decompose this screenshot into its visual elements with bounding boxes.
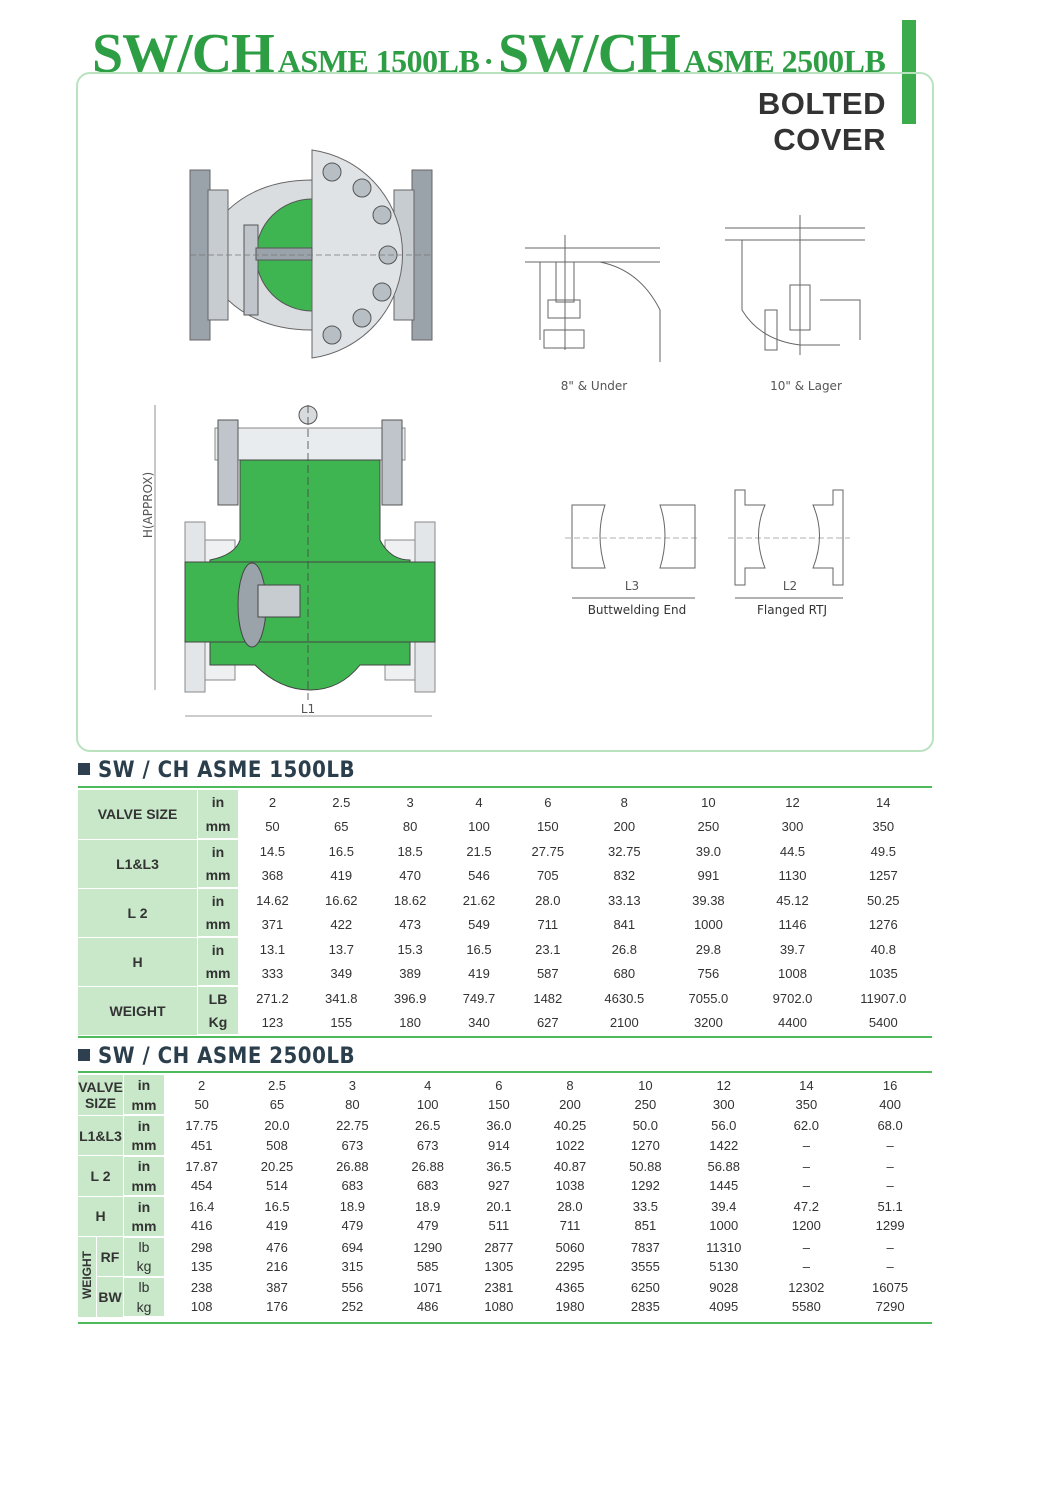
table-cell: 12302 bbox=[764, 1277, 848, 1297]
table-cell: 123 bbox=[238, 1011, 307, 1036]
table-cell: – bbox=[764, 1156, 848, 1176]
table-cell: 18.9 bbox=[390, 1196, 465, 1216]
table-cell: 45.12 bbox=[750, 888, 834, 913]
table-cell: 50 bbox=[164, 1095, 239, 1115]
table-cell: 705 bbox=[513, 864, 582, 889]
table-cell: 200 bbox=[532, 1095, 607, 1115]
row-group-label: L1&L3 bbox=[78, 839, 198, 888]
page-subtitle: BOLTED COVER bbox=[757, 86, 886, 157]
table-cell: 18.5 bbox=[376, 839, 445, 864]
table-cell: 2.5 bbox=[239, 1075, 314, 1095]
table-cell: 18.9 bbox=[315, 1196, 390, 1216]
table-cell: 400 bbox=[848, 1095, 932, 1115]
table-cell: 16.5 bbox=[307, 839, 376, 864]
table-cell: 419 bbox=[239, 1216, 314, 1236]
table-cell: 6 bbox=[513, 790, 582, 815]
title-rating-2500: ASME 2500LB bbox=[683, 43, 886, 79]
table-cell: 1008 bbox=[750, 962, 834, 987]
weight-label-text: WEIGHT bbox=[80, 1251, 94, 1300]
table-cell: 1038 bbox=[532, 1176, 607, 1196]
unit-label: in bbox=[198, 937, 239, 962]
table-cell: 39.4 bbox=[683, 1196, 764, 1216]
table-cell: 585 bbox=[390, 1257, 465, 1277]
table-cell: 2295 bbox=[532, 1257, 607, 1277]
unit-label: mm bbox=[198, 815, 239, 840]
table-cell: 56.88 bbox=[683, 1156, 764, 1176]
row-group-label: VALVE SIZE bbox=[78, 1075, 124, 1115]
table-cell: 396.9 bbox=[376, 986, 445, 1011]
table-cell: 39.38 bbox=[666, 888, 750, 913]
table-cell: 350 bbox=[764, 1095, 848, 1115]
table-cell: 7055.0 bbox=[666, 986, 750, 1011]
table-cell: 1022 bbox=[532, 1136, 607, 1156]
table-cell: 150 bbox=[465, 1095, 532, 1115]
table-cell: 11907.0 bbox=[835, 986, 932, 1011]
table-cell: 16.5 bbox=[445, 937, 514, 962]
table-cell: 4 bbox=[390, 1075, 465, 1095]
table-cell: 454 bbox=[164, 1176, 239, 1196]
table-cell: 40.8 bbox=[835, 937, 932, 962]
table-cell: 832 bbox=[582, 864, 666, 889]
table-cell: 3 bbox=[376, 790, 445, 815]
caption-8-under: 8" & Under bbox=[560, 379, 628, 393]
unit-label: mm bbox=[124, 1136, 165, 1156]
label-l1: L1 bbox=[300, 702, 316, 716]
table-cell: 508 bbox=[239, 1136, 314, 1156]
row-group-label: H bbox=[78, 1196, 124, 1236]
table-cell: 10 bbox=[608, 1075, 683, 1095]
table-cell: 1270 bbox=[608, 1136, 683, 1156]
table-cell: 991 bbox=[666, 864, 750, 889]
unit-label: in bbox=[198, 839, 239, 864]
table-cell: 6 bbox=[465, 1075, 532, 1095]
table-cell: 17.75 bbox=[164, 1115, 239, 1135]
table-cell: 200 bbox=[582, 815, 666, 840]
unit-label: LB bbox=[198, 986, 239, 1011]
table-cell: 14.5 bbox=[238, 839, 307, 864]
table-cell: 1000 bbox=[666, 913, 750, 938]
table-cell: 13.1 bbox=[238, 937, 307, 962]
table-cell: 371 bbox=[238, 913, 307, 938]
table-cell: 33.5 bbox=[608, 1196, 683, 1216]
table-cell: 80 bbox=[315, 1095, 390, 1115]
unit-label: lb bbox=[124, 1237, 165, 1257]
table-cell: – bbox=[848, 1136, 932, 1156]
unit-label: mm bbox=[198, 913, 239, 938]
table-cell: 587 bbox=[513, 962, 582, 987]
spec-table-2500 bbox=[78, 1075, 932, 1318]
table-cell: 1305 bbox=[465, 1257, 532, 1277]
weight-subgroup-label: BW bbox=[97, 1277, 124, 1317]
table-cell: 2381 bbox=[465, 1277, 532, 1297]
table-cell: 1071 bbox=[390, 1277, 465, 1297]
table-cell: 389 bbox=[376, 962, 445, 987]
table-cell: 250 bbox=[666, 815, 750, 840]
table-cell: 476 bbox=[239, 1237, 314, 1257]
spec-table-1500 bbox=[78, 790, 932, 1036]
table-cell: 135 bbox=[164, 1257, 239, 1277]
table-cell: 18.62 bbox=[376, 888, 445, 913]
table-cell: 1422 bbox=[683, 1136, 764, 1156]
table-cell: 36.5 bbox=[465, 1156, 532, 1176]
table-cell: 486 bbox=[390, 1297, 465, 1317]
row-group-label: VALVE SIZE bbox=[78, 790, 198, 839]
table-cell: 271.2 bbox=[238, 986, 307, 1011]
table-cell: 39.0 bbox=[666, 839, 750, 864]
row-group-label: H bbox=[78, 937, 198, 986]
table-cell: 298 bbox=[164, 1237, 239, 1257]
table-cell: 68.0 bbox=[848, 1115, 932, 1135]
table-cell: 1276 bbox=[835, 913, 932, 938]
table-cell: 12 bbox=[683, 1075, 764, 1095]
table-cell: 1482 bbox=[513, 986, 582, 1011]
table-cell: 349 bbox=[307, 962, 376, 987]
table-cell: 21.62 bbox=[445, 888, 514, 913]
table-cell: 7290 bbox=[848, 1297, 932, 1317]
table-cell: 50.88 bbox=[608, 1156, 683, 1176]
table-cell: 2 bbox=[164, 1075, 239, 1095]
section-rule-2500 bbox=[78, 1071, 932, 1073]
section-rule-1500 bbox=[78, 786, 932, 788]
table-cell: – bbox=[848, 1237, 932, 1257]
table-cell: 108 bbox=[164, 1297, 239, 1317]
table-cell: 8 bbox=[582, 790, 666, 815]
table-cell: 851 bbox=[608, 1216, 683, 1236]
table-cell: 419 bbox=[445, 962, 514, 987]
table-cell: 2 bbox=[238, 790, 307, 815]
row-group-label: WEIGHT bbox=[78, 986, 198, 1035]
table-cell: 1292 bbox=[608, 1176, 683, 1196]
table-cell: 238 bbox=[164, 1277, 239, 1297]
table-cell: 680 bbox=[582, 962, 666, 987]
table-cell: 1257 bbox=[835, 864, 932, 889]
section-title-1500 bbox=[78, 758, 355, 783]
table-cell: 13.7 bbox=[307, 937, 376, 962]
table-cell: 27.75 bbox=[513, 839, 582, 864]
table-cell: 451 bbox=[164, 1136, 239, 1156]
table-cell: 216 bbox=[239, 1257, 314, 1277]
table-cell: 1200 bbox=[764, 1216, 848, 1236]
table-cell: 14 bbox=[835, 790, 932, 815]
title-rating-1500: ASME 1500LB bbox=[277, 43, 480, 79]
weight-group-label bbox=[78, 1237, 97, 1318]
table-cell: 11310 bbox=[683, 1237, 764, 1257]
table-cell: 1445 bbox=[683, 1176, 764, 1196]
table-cell: 176 bbox=[239, 1297, 314, 1317]
table-cell: 4365 bbox=[532, 1277, 607, 1297]
section-title-2500-text: SW / CH ASME 2500LB bbox=[98, 1044, 356, 1069]
unit-label: mm bbox=[198, 864, 239, 889]
table-cell: 50 bbox=[238, 815, 307, 840]
table-cell: 683 bbox=[315, 1176, 390, 1196]
table-cell: 1000 bbox=[683, 1216, 764, 1236]
row-group-label: L1&L3 bbox=[78, 1115, 124, 1155]
table-cell: 473 bbox=[376, 913, 445, 938]
table-cell: 16 bbox=[848, 1075, 932, 1095]
table-cell: 26.5 bbox=[390, 1115, 465, 1135]
table-cell: 20.25 bbox=[239, 1156, 314, 1176]
table-cell: 694 bbox=[315, 1237, 390, 1257]
table-2500-bottom-rule bbox=[78, 1322, 932, 1324]
caption-buttwelding-end: Buttwelding End bbox=[587, 603, 687, 617]
table-cell: 673 bbox=[390, 1136, 465, 1156]
table-cell: 62.0 bbox=[764, 1115, 848, 1135]
table-cell: 9702.0 bbox=[750, 986, 834, 1011]
table-1500-bottom-rule bbox=[78, 1036, 932, 1038]
table-cell: 711 bbox=[532, 1216, 607, 1236]
table-cell: 26.8 bbox=[582, 937, 666, 962]
caption-flanged-rtj: Flanged RTJ bbox=[757, 603, 827, 617]
table-cell: – bbox=[848, 1176, 932, 1196]
table-cell: 12 bbox=[750, 790, 834, 815]
table-cell: 5130 bbox=[683, 1257, 764, 1277]
label-h-approx: H(APPROX) bbox=[141, 471, 155, 539]
table-cell: 1290 bbox=[390, 1237, 465, 1257]
table-cell: 4095 bbox=[683, 1297, 764, 1317]
table-cell: 17.87 bbox=[164, 1156, 239, 1176]
caption-10-lager: 10" & Lager bbox=[770, 379, 842, 393]
table-cell: 80 bbox=[376, 815, 445, 840]
unit-label: lb bbox=[124, 1277, 165, 1297]
table-cell: 1035 bbox=[835, 962, 932, 987]
table-cell: 756 bbox=[666, 962, 750, 987]
table-cell: 16.5 bbox=[239, 1196, 314, 1216]
table-cell: 341.8 bbox=[307, 986, 376, 1011]
table-cell: 100 bbox=[390, 1095, 465, 1115]
table-cell: 3 bbox=[315, 1075, 390, 1095]
table-cell: 2835 bbox=[608, 1297, 683, 1317]
table-cell: 749.7 bbox=[445, 986, 514, 1011]
table-cell: – bbox=[764, 1257, 848, 1277]
table-cell: 549 bbox=[445, 913, 514, 938]
table-cell: 14 bbox=[764, 1075, 848, 1095]
table-cell: 155 bbox=[307, 1011, 376, 1036]
unit-label: mm bbox=[198, 962, 239, 987]
table-cell: 26.88 bbox=[315, 1156, 390, 1176]
table-cell: 627 bbox=[513, 1011, 582, 1036]
table-cell: 150 bbox=[513, 815, 582, 840]
table-cell: 50.0 bbox=[608, 1115, 683, 1135]
table-cell: 387 bbox=[239, 1277, 314, 1297]
unit-label: in bbox=[124, 1115, 165, 1135]
table-cell: 4400 bbox=[750, 1011, 834, 1036]
table-cell: 65 bbox=[307, 815, 376, 840]
unit-label: in bbox=[124, 1196, 165, 1216]
table-cell: 2100 bbox=[582, 1011, 666, 1036]
table-cell: 673 bbox=[315, 1136, 390, 1156]
label-l3: L3 bbox=[624, 579, 640, 593]
table-cell: 2877 bbox=[465, 1237, 532, 1257]
section-title-2500 bbox=[78, 1044, 355, 1069]
detail-10-lager bbox=[725, 215, 865, 355]
table-cell: 14.62 bbox=[238, 888, 307, 913]
table-cell: 546 bbox=[445, 864, 514, 889]
table-cell: 5580 bbox=[764, 1297, 848, 1317]
table-cell: 49.5 bbox=[835, 839, 932, 864]
table-cell: 300 bbox=[683, 1095, 764, 1115]
table-cell: 180 bbox=[376, 1011, 445, 1036]
table-cell: 3200 bbox=[666, 1011, 750, 1036]
table-cell: 28.0 bbox=[532, 1196, 607, 1216]
table-cell: 20.1 bbox=[465, 1196, 532, 1216]
detail-8-under bbox=[525, 235, 660, 362]
table-cell: 21.5 bbox=[445, 839, 514, 864]
unit-label: mm bbox=[124, 1216, 165, 1236]
table-cell: 914 bbox=[465, 1136, 532, 1156]
weight-subgroup-label: RF bbox=[97, 1237, 124, 1277]
table-cell: 16075 bbox=[848, 1277, 932, 1297]
table-cell: 33.13 bbox=[582, 888, 666, 913]
table-cell: 683 bbox=[390, 1176, 465, 1196]
unit-label: in bbox=[124, 1075, 165, 1095]
table-cell: 20.0 bbox=[239, 1115, 314, 1135]
table-cell: 350 bbox=[835, 815, 932, 840]
table-cell: 1080 bbox=[465, 1297, 532, 1317]
table-cell: 4 bbox=[445, 790, 514, 815]
table-cell: 32.75 bbox=[582, 839, 666, 864]
unit-label: mm bbox=[124, 1176, 165, 1196]
table-cell: 2.5 bbox=[307, 790, 376, 815]
table-cell: 65 bbox=[239, 1095, 314, 1115]
table-cell: 28.0 bbox=[513, 888, 582, 913]
table-cell: 514 bbox=[239, 1176, 314, 1196]
table-cell: 416 bbox=[164, 1216, 239, 1236]
unit-label: in bbox=[124, 1156, 165, 1176]
table-cell: 470 bbox=[376, 864, 445, 889]
unit-label: in bbox=[198, 888, 239, 913]
table-cell: – bbox=[764, 1237, 848, 1257]
valve-section-view bbox=[155, 405, 435, 716]
table-cell: 4630.5 bbox=[582, 986, 666, 1011]
table-cell: 16.62 bbox=[307, 888, 376, 913]
table-cell: 39.7 bbox=[750, 937, 834, 962]
table-cell: 1130 bbox=[750, 864, 834, 889]
table-cell: 44.5 bbox=[750, 839, 834, 864]
table-cell: 333 bbox=[238, 962, 307, 987]
table-cell: 479 bbox=[315, 1216, 390, 1236]
table-cell: 250 bbox=[608, 1095, 683, 1115]
table-cell: 556 bbox=[315, 1277, 390, 1297]
table-cell: 7837 bbox=[608, 1237, 683, 1257]
table-cell: 927 bbox=[465, 1176, 532, 1196]
section-title-1500-text: SW / CH ASME 1500LB bbox=[98, 758, 356, 783]
title-series-2500: SW/CH bbox=[498, 23, 680, 85]
table-cell: 40.87 bbox=[532, 1156, 607, 1176]
table-cell: 511 bbox=[465, 1216, 532, 1236]
table-cell: 479 bbox=[390, 1216, 465, 1236]
table-cell: 47.2 bbox=[764, 1196, 848, 1216]
title-separator: · bbox=[483, 43, 495, 79]
table-cell: 100 bbox=[445, 815, 514, 840]
table-cell: 1146 bbox=[750, 913, 834, 938]
table-cell: – bbox=[848, 1257, 932, 1277]
label-l2: L2 bbox=[782, 579, 798, 593]
table-cell: 51.1 bbox=[848, 1196, 932, 1216]
table-cell: 5060 bbox=[532, 1237, 607, 1257]
table-cell: 22.75 bbox=[315, 1115, 390, 1135]
table-cell: 8 bbox=[532, 1075, 607, 1095]
unit-label: Kg bbox=[198, 1011, 239, 1036]
table-cell: 23.1 bbox=[513, 937, 582, 962]
table-cell: 841 bbox=[582, 913, 666, 938]
table-cell: 3555 bbox=[608, 1257, 683, 1277]
unit-label: mm bbox=[124, 1095, 165, 1115]
table-cell: 340 bbox=[445, 1011, 514, 1036]
unit-label: kg bbox=[124, 1297, 165, 1317]
table-cell: 1299 bbox=[848, 1216, 932, 1236]
valve-front-view bbox=[190, 150, 432, 358]
table-cell: 29.8 bbox=[666, 937, 750, 962]
title-series-1500: SW/CH bbox=[92, 23, 274, 85]
table-cell: – bbox=[764, 1136, 848, 1156]
table-cell: 711 bbox=[513, 913, 582, 938]
table-cell: 1980 bbox=[532, 1297, 607, 1317]
table-cell: 36.0 bbox=[465, 1115, 532, 1135]
table-cell: 422 bbox=[307, 913, 376, 938]
table-cell: 419 bbox=[307, 864, 376, 889]
table-cell: 10 bbox=[666, 790, 750, 815]
table-cell: 56.0 bbox=[683, 1115, 764, 1135]
table-cell: – bbox=[764, 1176, 848, 1196]
table-cell: 9028 bbox=[683, 1277, 764, 1297]
table-cell: 26.88 bbox=[390, 1156, 465, 1176]
unit-label: kg bbox=[124, 1257, 165, 1277]
table-cell: 15.3 bbox=[376, 937, 445, 962]
table-cell: 16.4 bbox=[164, 1196, 239, 1216]
table-cell: 40.25 bbox=[532, 1115, 607, 1135]
row-group-label: L 2 bbox=[78, 888, 198, 937]
section-bullet-icon bbox=[78, 763, 90, 775]
table-cell: – bbox=[848, 1156, 932, 1176]
section-bullet-icon bbox=[78, 1049, 90, 1061]
table-cell: 368 bbox=[238, 864, 307, 889]
row-group-label: L 2 bbox=[78, 1156, 124, 1196]
table-cell: 5400 bbox=[835, 1011, 932, 1036]
table-cell: 300 bbox=[750, 815, 834, 840]
table-cell: 6250 bbox=[608, 1277, 683, 1297]
unit-label: in bbox=[198, 790, 239, 815]
table-cell: 252 bbox=[315, 1297, 390, 1317]
table-cell: 50.25 bbox=[835, 888, 932, 913]
table-cell: 315 bbox=[315, 1257, 390, 1277]
